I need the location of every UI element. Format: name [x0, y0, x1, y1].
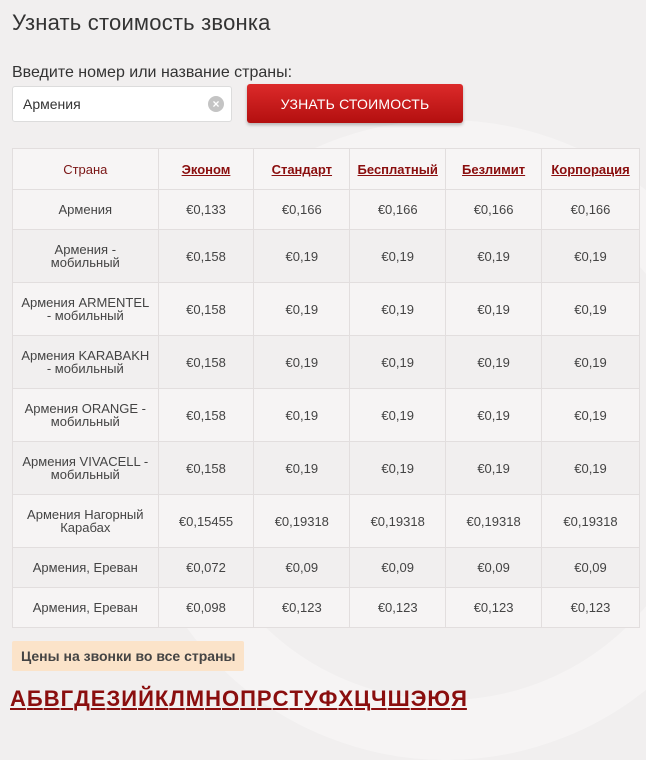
country-cell	[13, 389, 159, 442]
country-name-line: мобильный	[50, 414, 120, 429]
price-cell: €0,19	[254, 230, 350, 283]
price-cell: €0,09	[350, 548, 446, 588]
alphabet-letter-link[interactable]: Х	[338, 686, 354, 711]
price-cell: €0,19318	[446, 495, 542, 548]
price-cell: €0,19	[542, 442, 640, 495]
price-cell: €0,19	[446, 442, 542, 495]
price-cell: €0,19318	[350, 495, 446, 548]
country-name-line: Армения KARABAKH	[21, 348, 150, 363]
price-cell: €0,166	[542, 190, 640, 230]
alphabet-letter-link[interactable]: Ц	[354, 686, 371, 711]
price-cell: €0,15455	[158, 495, 254, 548]
alphabet-letter-link[interactable]: Л	[169, 686, 185, 711]
price-cell: €0,072	[158, 548, 254, 588]
alphabet-letter-link[interactable]: Я	[451, 686, 467, 711]
alphabet-letter-link[interactable]: Э	[410, 686, 427, 711]
price-cell: €0,19318	[254, 495, 350, 548]
alphabet-index	[10, 686, 467, 712]
table-row	[13, 548, 640, 588]
price-cell: €0,19	[350, 336, 446, 389]
price-cell: €0,166	[254, 190, 350, 230]
table-row	[13, 495, 640, 548]
country-name-line: Армения -	[54, 242, 117, 257]
price-cell: €0,19	[542, 283, 640, 336]
alphabet-letter-link[interactable]: О	[221, 686, 240, 711]
price-cell: €0,123	[254, 588, 350, 628]
country-name-line: Карабах	[60, 520, 111, 535]
country-name-line: мобильный	[50, 467, 120, 482]
alphabet-letter-link[interactable]: Ч	[371, 686, 387, 711]
column-header-country: Страна	[13, 149, 159, 190]
price-cell: €0,19	[542, 389, 640, 442]
country-name-line: Армения ORANGE -	[24, 401, 147, 416]
price-cell: €0,19	[350, 230, 446, 283]
country-name-line: - мобильный	[46, 361, 124, 376]
price-cell: €0,123	[446, 588, 542, 628]
country-name-line: - мобильный	[46, 308, 124, 323]
alphabet-letter-link[interactable]: П	[240, 686, 256, 711]
country-cell	[13, 588, 159, 628]
country-cell	[13, 283, 159, 336]
country-name-line: Армения, Ереван	[32, 600, 138, 615]
country-name-line: мобильный	[50, 255, 120, 270]
alphabet-letter-link[interactable]: Ф	[318, 686, 338, 711]
alphabet-letter-link[interactable]: Т	[289, 686, 303, 711]
price-cell: €0,19	[254, 283, 350, 336]
price-cell: €0,098	[158, 588, 254, 628]
alphabet-letter-link[interactable]: М	[185, 686, 205, 711]
plan-link-standard[interactable]: Стандарт	[271, 161, 333, 177]
price-cell: €0,133	[158, 190, 254, 230]
country-cell	[13, 336, 159, 389]
alphabet-letter-link[interactable]: Ю	[427, 686, 451, 711]
column-header-free	[350, 149, 446, 190]
country-name-line: Армения VIVACELL -	[22, 454, 149, 469]
price-cell: €0,19	[254, 442, 350, 495]
price-cell: €0,158	[158, 389, 254, 442]
alphabet-letter-link[interactable]: Р	[256, 686, 272, 711]
price-cell: €0,158	[158, 283, 254, 336]
country-name-line: Армения ARMENTEL	[21, 295, 150, 310]
column-header-standard	[254, 149, 350, 190]
price-cell: €0,09	[542, 548, 640, 588]
alphabet-letter-link[interactable]: И	[121, 686, 138, 711]
alphabet-letter-link[interactable]: А	[10, 686, 26, 711]
price-cell: €0,158	[158, 230, 254, 283]
price-cell: €0,09	[254, 548, 350, 588]
alphabet-letter-link[interactable]: У	[303, 686, 318, 711]
table-row	[13, 283, 640, 336]
table-row	[13, 442, 640, 495]
price-cell: €0,19	[350, 283, 446, 336]
clear-icon[interactable]: ×	[208, 96, 224, 112]
alphabet-letter-link[interactable]: Ш	[387, 686, 410, 711]
country-name-line: Армения, Ереван	[32, 560, 138, 575]
price-cell: €0,123	[350, 588, 446, 628]
column-header-corporate	[542, 149, 640, 190]
all-countries-link[interactable]: Цены на звонки во все страны	[12, 641, 244, 671]
table-header-row	[13, 149, 640, 190]
table-row	[13, 336, 640, 389]
country-cell	[13, 190, 159, 230]
search-prompt: Введите номер или название страны:	[12, 64, 293, 81]
country-cell	[13, 442, 159, 495]
get-price-button[interactable]: УЗНАТЬ СТОИМОСТЬ	[247, 84, 463, 123]
search-input[interactable]	[23, 87, 203, 121]
country-cell	[13, 230, 159, 283]
price-cell: €0,123	[542, 588, 640, 628]
plan-link-free[interactable]: Бесплатный	[357, 161, 438, 177]
country-cell	[13, 548, 159, 588]
search-box	[12, 86, 232, 122]
price-cell: €0,19	[446, 283, 542, 336]
table-row	[13, 230, 640, 283]
price-cell: €0,19	[446, 230, 542, 283]
price-cell: €0,19	[350, 389, 446, 442]
price-cell: €0,19	[446, 336, 542, 389]
price-cell: €0,19	[254, 336, 350, 389]
alphabet-letter-link[interactable]: З	[106, 686, 121, 711]
table-row	[13, 389, 640, 442]
price-cell: €0,19	[350, 442, 446, 495]
column-header-economy	[158, 149, 254, 190]
alphabet-letter-link[interactable]: К	[154, 686, 169, 711]
column-header-unlimited	[446, 149, 542, 190]
price-cell: €0,158	[158, 442, 254, 495]
rates-table	[12, 148, 640, 628]
plan-link-corporate[interactable]: Корпорация	[551, 161, 630, 177]
price-cell: €0,19	[542, 230, 640, 283]
alphabet-letter-link[interactable]: Б	[26, 686, 43, 711]
country-cell	[13, 495, 159, 548]
alphabet-letter-link[interactable]: Н	[205, 686, 221, 711]
price-cell: €0,19318	[542, 495, 640, 548]
table-row	[13, 588, 640, 628]
table-row	[13, 190, 640, 230]
price-cell: €0,09	[446, 548, 542, 588]
alphabet-letter-link[interactable]: Й	[138, 686, 154, 711]
price-cell: €0,166	[446, 190, 542, 230]
price-cell: €0,166	[350, 190, 446, 230]
country-name-line: Армения	[58, 202, 113, 217]
alphabet-letter-link[interactable]: С	[272, 686, 289, 711]
plan-link-unlimited[interactable]: Безлимит	[462, 161, 526, 177]
alphabet-letter-link[interactable]: Д	[74, 686, 90, 711]
page-title: Узнать стоимость звонка	[12, 10, 271, 35]
alphabet-letter-link[interactable]: В	[43, 686, 60, 711]
price-cell: €0,158	[158, 336, 254, 389]
price-cell: €0,19	[542, 336, 640, 389]
plan-link-economy[interactable]: Эконом	[181, 161, 231, 177]
price-cell: €0,19	[446, 389, 542, 442]
price-cell: €0,19	[254, 389, 350, 442]
country-name-line: Армения Нагорный	[27, 507, 144, 522]
alphabet-letter-link[interactable]: Г	[60, 686, 74, 711]
alphabet-letter-link[interactable]: Е	[90, 686, 106, 711]
